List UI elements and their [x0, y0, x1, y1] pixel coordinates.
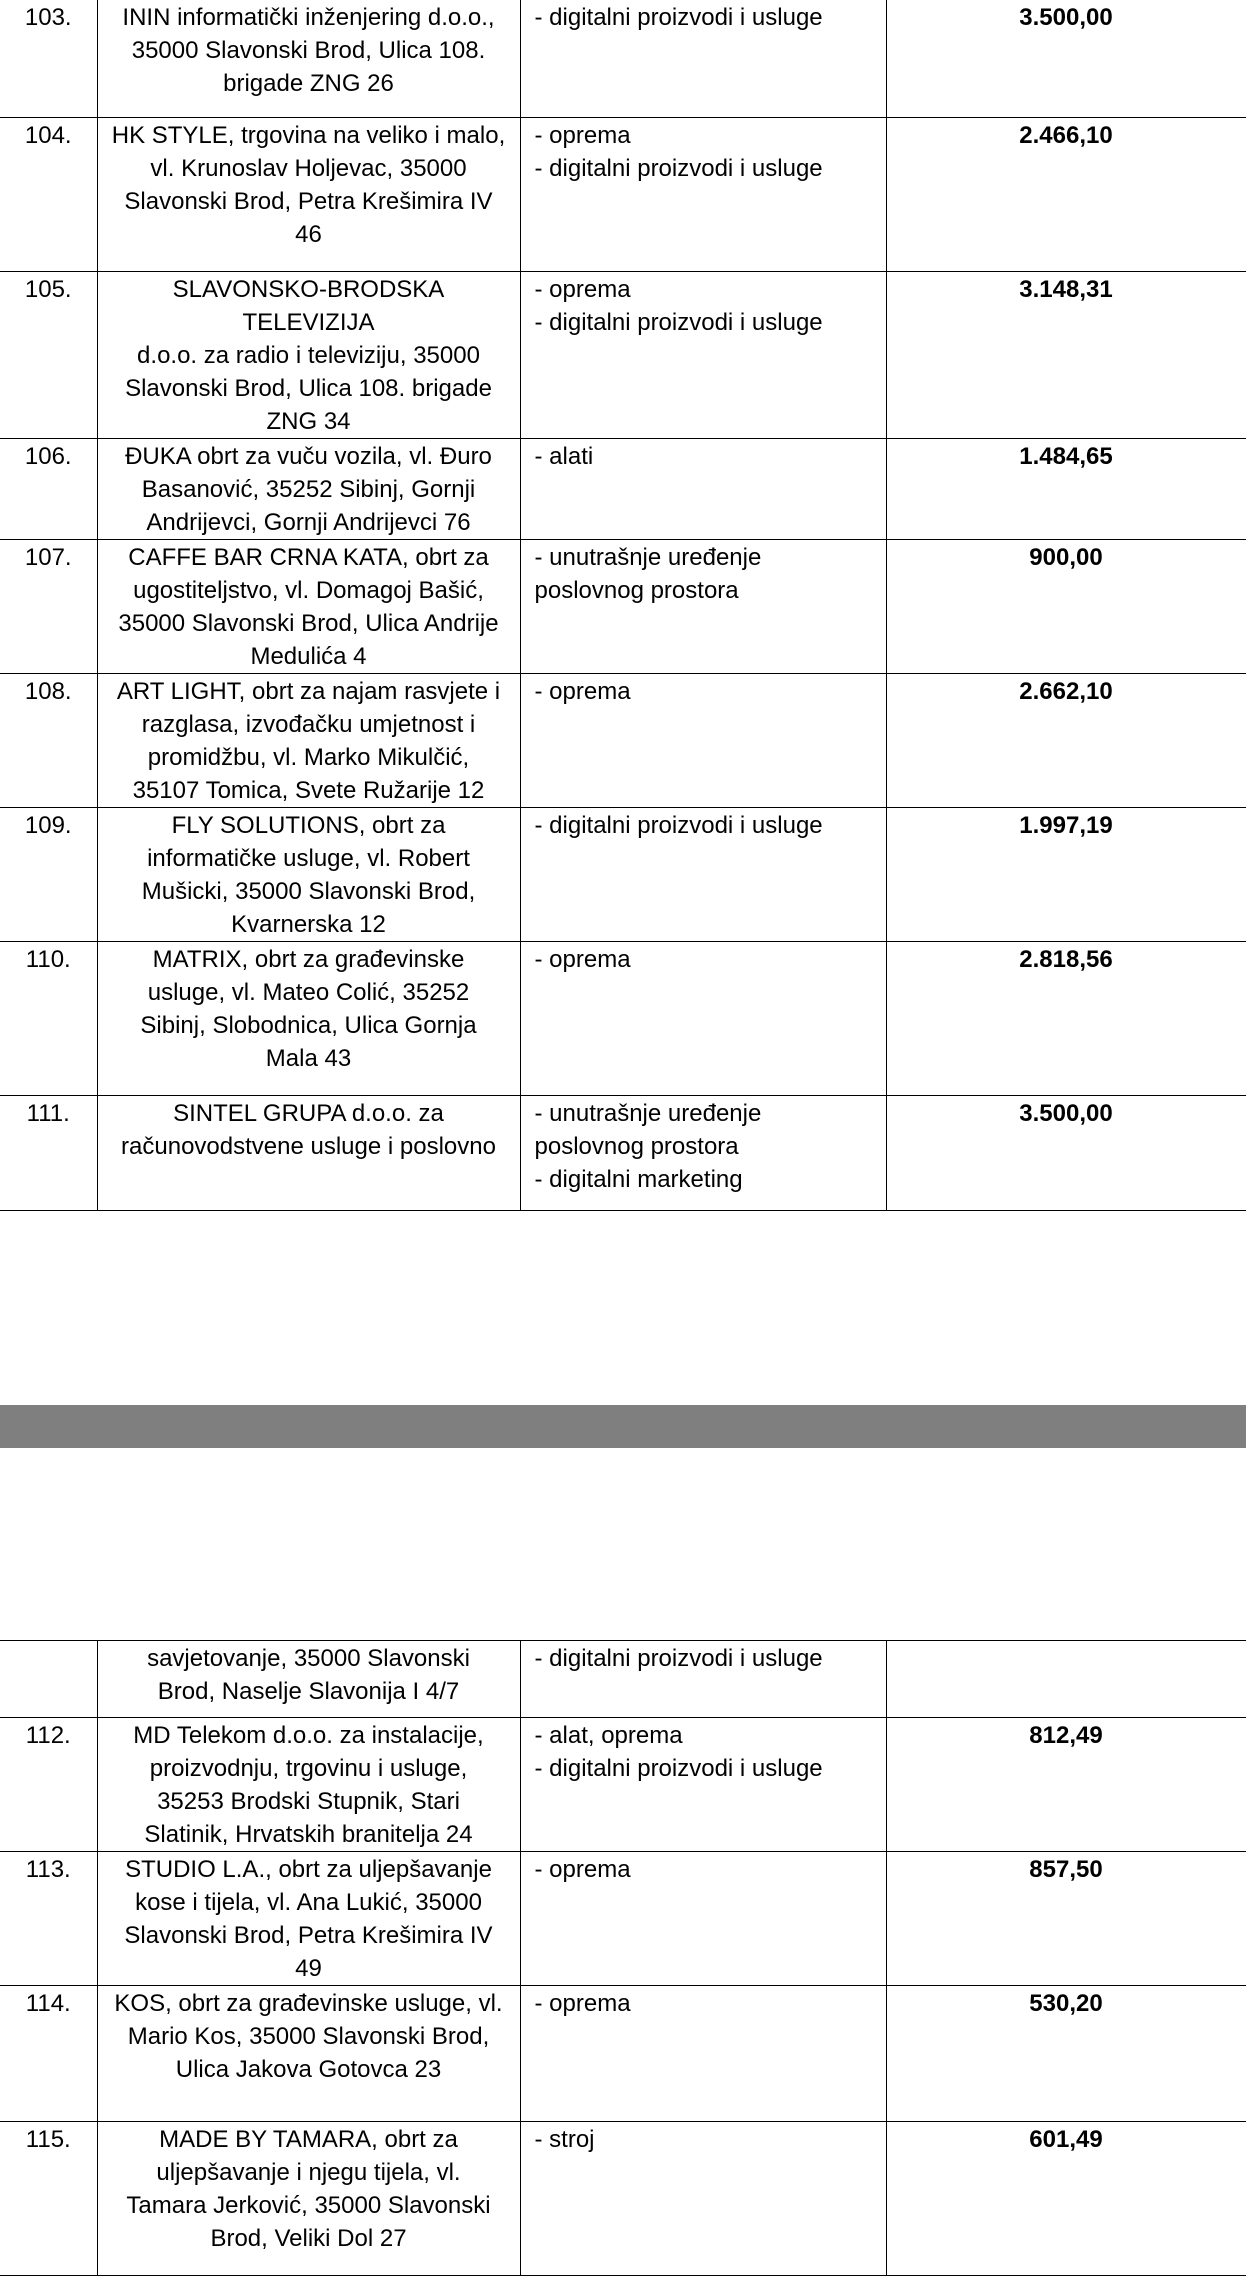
beneficiary-table-part2 [0, 1640, 1246, 2276]
applicant-name: savjetovanje, 35000 Slavonski Brod, Naselje Slavonija I 4/7 [97, 1641, 520, 1718]
row-number: 109. [0, 807, 97, 941]
table-row [0, 0, 1246, 117]
row-number: 106. [0, 438, 97, 539]
investment-category: - oprema [520, 1986, 886, 2122]
row-number: 114. [0, 1986, 97, 2122]
amount: 2.466,10 [886, 117, 1246, 271]
applicant-name: STUDIO L.A., obrt za uljepšavanje kose i tijela, vl. Ana Lukić, 35000 Slavonski Brod, Petra Krešimira IV 49 [97, 1852, 520, 1986]
investment-category: - alati [520, 438, 886, 539]
amount: 1.997,19 [886, 807, 1246, 941]
row-number: 112. [0, 1718, 97, 1852]
table-row [0, 1852, 1246, 1986]
applicant-name: KOS, obrt za građevinske usluge, vl. Mario Kos, 35000 Slavonski Brod, Ulica Jakova Gotovca 23 [97, 1986, 520, 2122]
table-row [0, 271, 1246, 438]
applicant-name: MD Telekom d.o.o. za instalacije, proizvodnju, trgovinu i usluge, 35253 Brodski Stupnik, Stari Slatinik, Hrvatskih branitelja 24 [97, 1718, 520, 1852]
row-number: 113. [0, 1852, 97, 1986]
investment-category: - oprema - digitalni proizvodi i usluge [520, 117, 886, 271]
table-row [0, 1095, 1246, 1210]
investment-category: - stroj [520, 2122, 886, 2276]
amount: 900,00 [886, 539, 1246, 673]
applicant-name: MATRIX, obrt za građevinske usluge, vl. Mateo Colić, 35252 Sibinj, Slobodnica, Ulica Gornja Mala 43 [97, 941, 520, 1095]
investment-category: - oprema [520, 673, 886, 807]
applicant-name: FLY SOLUTIONS, obrt za informatičke usluge, vl. Robert Mušicki, 35000 Slavonski Brod, Kvarnerska 12 [97, 807, 520, 941]
amount: 3.500,00 [886, 0, 1246, 117]
row-number: 107. [0, 539, 97, 673]
applicant-name: SINTEL GRUPA d.o.o. za računovodstvene usluge i poslovno [97, 1095, 520, 1210]
row-number: 104. [0, 117, 97, 271]
table-row [0, 807, 1246, 941]
table-row [0, 539, 1246, 673]
investment-category: - oprema [520, 1852, 886, 1986]
row-number: 115. [0, 2122, 97, 2276]
applicant-name: ININ informatički inženjering d.o.o., 35000 Slavonski Brod, Ulica 108. brigade ZNG 26 [97, 0, 520, 117]
investment-category: - alat, oprema - digitalni proizvodi i usluge [520, 1718, 886, 1852]
row-number: 103. [0, 0, 97, 117]
amount: 812,49 [886, 1718, 1246, 1852]
investment-category: - digitalni proizvodi i usluge [520, 807, 886, 941]
applicant-name: ART LIGHT, obrt za najam rasvjete i razglasa, izvođačku umjetnost i promidžbu, vl. Marko Mikulčić, 35107 Tomica, Svete Ružarije 12 [97, 673, 520, 807]
page-bottom [0, 1448, 1246, 2275]
amount: 530,20 [886, 1986, 1246, 2122]
table-row [0, 673, 1246, 807]
amount: 2.662,10 [886, 673, 1246, 807]
applicant-name: CAFFE BAR CRNA KATA, obrt za ugostiteljstvo, vl. Domagoj Bašić, 35000 Slavonski Brod, Ulica Andrije Medulića 4 [97, 539, 520, 673]
investment-category: - oprema [520, 941, 886, 1095]
investment-category: - oprema - digitalni proizvodi i usluge [520, 271, 886, 438]
applicant-name: ĐUKA obrt za vuču vozila, vl. Đuro Basanović, 35252 Sibinj, Gornji Andrijevci, Gornji Andrijevci 76 [97, 438, 520, 539]
investment-category: - digitalni proizvodi i usluge [520, 0, 886, 117]
table-row [0, 438, 1246, 539]
table-row [0, 117, 1246, 271]
amount: 601,49 [886, 2122, 1246, 2276]
amount: 2.818,56 [886, 941, 1246, 1095]
page-break-separator [0, 1405, 1246, 1448]
table-row [0, 941, 1246, 1095]
table-row [0, 2122, 1246, 2276]
table-row [0, 1718, 1246, 1852]
investment-category: - digitalni proizvodi i usluge [520, 1641, 886, 1718]
table-row [0, 1641, 1246, 1718]
table-row [0, 1986, 1246, 2122]
row-number: 111. [0, 1095, 97, 1210]
applicant-name: MADE BY TAMARA, obrt za uljepšavanje i njegu tijela, vl. Tamara Jerković, 35000 Slavonski Brod, Veliki Dol 27 [97, 2122, 520, 2276]
applicant-name: HK STYLE, trgovina na veliko i malo, vl. Krunoslav Holjevac, 35000 Slavonski Brod, Petra Krešimira IV 46 [97, 117, 520, 271]
amount: 857,50 [886, 1852, 1246, 1986]
amount: 3.148,31 [886, 271, 1246, 438]
investment-category: - unutrašnje uređenje poslovnog prostora [520, 539, 886, 673]
row-number: 108. [0, 673, 97, 807]
amount: 1.484,65 [886, 438, 1246, 539]
row-number: 110. [0, 941, 97, 1095]
applicant-name: SLAVONSKO-BRODSKA TELEVIZIJA d.o.o. za radio i televiziju, 35000 Slavonski Brod, Ulica 108. brigade ZNG 34 [97, 271, 520, 438]
row-number: 105. [0, 271, 97, 438]
investment-category: - unutrašnje uređenje poslovnog prostora - digitalni marketing [520, 1095, 886, 1210]
amount: 3.500,00 [886, 1095, 1246, 1210]
row-number [0, 1641, 97, 1718]
amount [886, 1641, 1246, 1718]
